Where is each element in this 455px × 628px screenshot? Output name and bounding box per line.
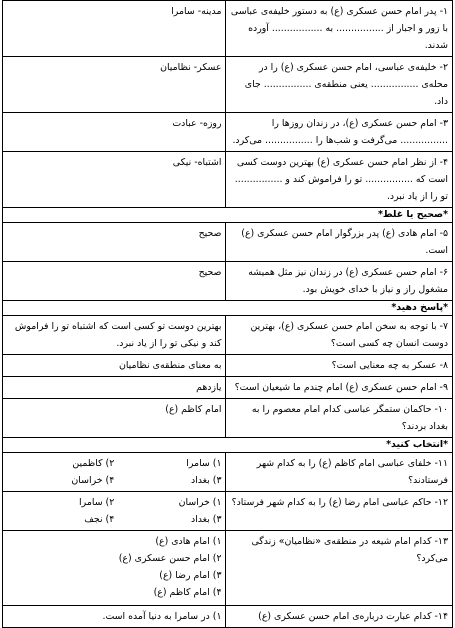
option-2: ۲) سامرا	[79, 497, 115, 508]
answer-cell: روزه- عبادت	[3, 113, 226, 152]
option-2: ۲) کاظمین	[72, 458, 115, 469]
question-cell: ۵- امام هادی (ع) پدر بزرگوار امام حسن عسکری (ع) است.	[226, 223, 453, 262]
question-cell: ۱۰- حاکمان ستمگر عباسی کدام امام معصوم را به بغداد بردند؟	[226, 399, 453, 438]
table-row	[3, 113, 453, 152]
options-cell	[3, 492, 226, 531]
question-cell: ۲- خلیفه‌ی عباسی، امام حسن عسکری (ع) را در محله‌ی ................ یعنی منطقه‌ی ................ جای داد.	[226, 57, 453, 113]
options-grid	[7, 494, 221, 528]
answer-cell: یازدهم	[3, 377, 226, 399]
option-4: ۴) نجف	[84, 514, 115, 525]
answer-cell: مدینه- سامرا	[3, 1, 226, 57]
question-cell: ۸- عسکر به چه معنایی است؟	[226, 355, 453, 377]
option-1: ۱) سامرا	[186, 458, 222, 469]
table-row	[3, 531, 453, 606]
option-3: ۳) امام رضا (ع)	[159, 570, 222, 581]
question-cell: ۷- با توجه به سخن امام حسن عسکری (ع)، بهترین دوست انسان چه کسی است؟	[226, 316, 453, 355]
table-row	[3, 1, 453, 57]
table-row	[3, 453, 453, 492]
option-1: ۱) خراسان	[178, 497, 222, 508]
table-row	[3, 57, 453, 113]
option-3: ۳) بغداد	[190, 514, 222, 525]
table-row	[3, 316, 453, 355]
table-row	[3, 223, 453, 262]
worksheet-table	[2, 0, 453, 628]
question-cell: ۴- از نظر امام حسن عسکری (ع) بهترین دوست کسی است که ................ تو را فراموش کند و ................ تو را از یاد نبرد.	[226, 152, 453, 208]
options-cell	[3, 531, 226, 606]
table-row	[3, 152, 453, 208]
table-row	[3, 606, 453, 628]
answer-cell: عسکر- نظامیان	[3, 57, 226, 113]
option-4: ۴) خراسان	[71, 475, 115, 486]
option-2: ۲) امام حسن عسکری (ع)	[118, 553, 222, 564]
section-header-row	[3, 208, 453, 223]
section-title-true-false: *صحیح یا غلط*	[3, 208, 453, 223]
option-1: ۱) در سامرا به دنیا آمده است.	[102, 611, 222, 622]
options-cell	[3, 606, 226, 628]
table-row	[3, 262, 453, 301]
question-cell: ۱۳- کدام امام شیعه در منطقه‌ی «نظامیان» زندگی می‌کرد؟	[226, 531, 453, 606]
section-header-row	[3, 438, 453, 453]
question-cell: ۹- امام حسن عسکری (ع) امام چندم ما شیعیان است؟	[226, 377, 453, 399]
options-cell	[3, 453, 226, 492]
answer-cell: امام کاظم (ع)	[3, 399, 226, 438]
option-4: ۴) امام کاظم (ع)	[153, 587, 222, 598]
answer-cell: بهترین دوست تو کسی است که اشتباه تو را فراموش کند و نیکی تو را از یاد نبرد.	[3, 316, 226, 355]
section-header-row	[3, 301, 453, 316]
option-3: ۳) بغداد	[190, 475, 222, 486]
question-cell: ۱۲- حاکم عباسی امام رضا (ع) را به کدام شهر فرستاد؟	[226, 492, 453, 531]
question-cell: ۱۱- خلفای عباسی امام کاظم (ع) را به کدام شهر فرستادند؟	[226, 453, 453, 492]
option-1: ۱) امام هادی (ع)	[155, 536, 222, 547]
section-title-multiple-choice: *انتخاب کنید*	[3, 438, 453, 453]
answer-cell: صحیح	[3, 262, 226, 301]
question-cell: ۶- امام حسن عسکری (ع) در زندان نیز مثل همیشه مشغول راز و نیاز با خدای خویش بود.	[226, 262, 453, 301]
worksheet	[2, 0, 453, 622]
question-cell: ۳- امام حسن عسکری (ع)، در زندان روزها را ................ می‌گرفت و شب‌ها را ................ می‌کرد.	[226, 113, 453, 152]
answer-cell: صحیح	[3, 223, 226, 262]
table-row	[3, 492, 453, 531]
table-row	[3, 377, 453, 399]
section-title-short-answer: *پاسخ دهید*	[3, 301, 453, 316]
table-row	[3, 399, 453, 438]
question-cell: ۱- پدر امام حسن عسکری (ع) به دستور خلیفه‌ی عباسی با زور و اجبار از ................ به ................. آورده شدند.	[226, 1, 453, 57]
question-cell: ۱۴- کدام عبارت درباره‌ی امام حسن عسکری (ع)	[226, 606, 453, 628]
answer-cell: اشتباه- نیکی	[3, 152, 226, 208]
table-row	[3, 355, 453, 377]
answer-cell: به معنای منطقه‌ی نظامیان	[3, 355, 226, 377]
options-grid	[7, 455, 221, 489]
